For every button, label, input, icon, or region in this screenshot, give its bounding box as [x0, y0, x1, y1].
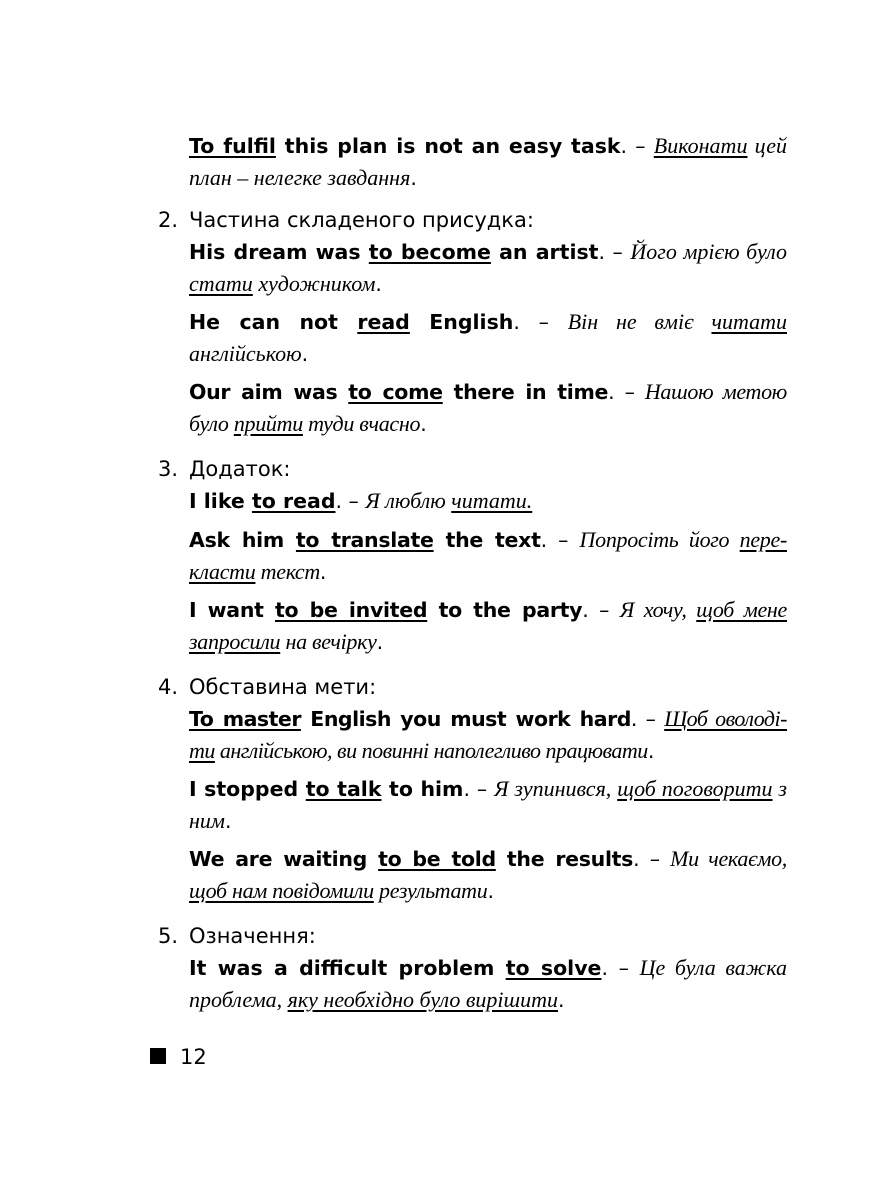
- section-number: 2.: [158, 208, 179, 232]
- english-sentence: To master English you must work hard: [189, 707, 631, 731]
- section-title: Обставина мети:: [189, 675, 377, 699]
- example: He can not read English. – Він не вміє читати англійською.: [189, 309, 787, 366]
- section-heading: [158, 672, 376, 703]
- english-sentence: Ask him to translate the text: [189, 528, 541, 552]
- infinitive-highlight: To fulfil: [189, 134, 276, 158]
- section-heading: [158, 454, 290, 485]
- english-sentence: He can not read English: [189, 310, 514, 334]
- infinitive-highlight: to read: [251, 489, 336, 513]
- section-title: Означення:: [189, 924, 316, 948]
- example: I stopped to talk to him. – Я зупинився, щоб поговорити з ним.: [189, 776, 787, 833]
- section-title: Частина складеного присудка:: [189, 208, 534, 232]
- english-sentence: I stopped to talk to him: [189, 777, 464, 801]
- ukrainian-translation: Я люблю читати.: [365, 488, 533, 513]
- page-footer: [150, 1045, 207, 1075]
- english-sentence: His dream was to become an artist: [189, 240, 599, 264]
- section-heading: [158, 205, 534, 236]
- ukrainian-translation: Нашою метою було прийти туди вчасно: [189, 379, 787, 436]
- infinitive-highlight: to be told: [378, 847, 496, 871]
- section-heading: [158, 921, 316, 952]
- ukrainian-translation: Його мрією було стати художником: [189, 239, 787, 296]
- section-number: 3.: [158, 457, 179, 481]
- ukrainian-translation: Я зупинився, щоб поговорити з ним: [189, 776, 787, 833]
- section-number: 4.: [158, 675, 179, 699]
- ukrainian-translation: Попросіть його пере-класти текст: [189, 527, 787, 584]
- infinitive-highlight: to solve: [505, 956, 602, 980]
- infinitive-highlight: to translate: [295, 528, 434, 552]
- ukrainian-translation: Він не вміє читати англійською: [189, 309, 787, 366]
- section-number: 5.: [158, 924, 179, 948]
- infinitive-highlight: to come: [348, 380, 443, 404]
- example: It was a difficult problem to solve. – Це була важка проблема, яку необхідно було вирішити.: [189, 955, 787, 1012]
- ukrainian-translation: Щоб оволоді-ти англійською, ви повинні наполегливо працювати: [189, 706, 787, 763]
- square-bullet-icon: [150, 1048, 166, 1064]
- infinitive-highlight: read: [357, 310, 410, 334]
- example: To master English you must work hard. – Щоб оволоді-ти англійською, ви повинні наполегливо працювати.: [189, 706, 787, 763]
- example: We are waiting to be told the results. – Ми чекаємо, щоб нам повідомили результати.: [189, 846, 788, 903]
- infinitive-highlight: to talk: [305, 777, 382, 801]
- english-sentence: It was a difficult problem to solve: [189, 956, 602, 980]
- infinitive-highlight: to be invited: [274, 598, 428, 622]
- ukrainian-translation: Я хочу, щоб мене запросили на вечірку: [189, 597, 787, 654]
- ukrainian-translation: Це була важка проблема, яку необхідно було вирішити: [189, 955, 787, 1012]
- ukrainian-translation: Виконати цей план – нелегке завдання: [189, 133, 787, 190]
- example: His dream was to become an artist. – Його мрією було стати художником.: [189, 239, 787, 296]
- example: I want to be invited to the party. – Я хочу, щоб мене запросили на вечірку.: [189, 597, 787, 654]
- english-sentence: Our aim was to come there in time: [189, 380, 609, 404]
- example: I like to read. – Я люблю читати.: [189, 488, 533, 513]
- infinitive-highlight: to become: [368, 240, 491, 264]
- example: Ask him to translate the text. – Попросіть його пере-класти текст.: [189, 527, 787, 584]
- english-sentence: I want to be invited to the party: [189, 598, 583, 622]
- english-sentence: To fulfil this plan is not an easy task: [189, 134, 621, 158]
- example-intro: To fulfil this plan is not an easy task. – Виконати цей план – нелегке завдання.: [189, 133, 787, 190]
- example: Our aim was to come there in time. – Нашою метою було прийти туди вчасно.: [189, 379, 787, 436]
- ukrainian-translation: Ми чекаємо, щоб нам повідомили результати: [189, 846, 788, 903]
- english-sentence: We are waiting to be told the results: [189, 847, 634, 871]
- section-title: Додаток:: [189, 457, 291, 481]
- page-number: 12: [180, 1045, 207, 1069]
- infinitive-highlight: To master: [189, 707, 301, 731]
- english-sentence: I like to read: [189, 489, 336, 513]
